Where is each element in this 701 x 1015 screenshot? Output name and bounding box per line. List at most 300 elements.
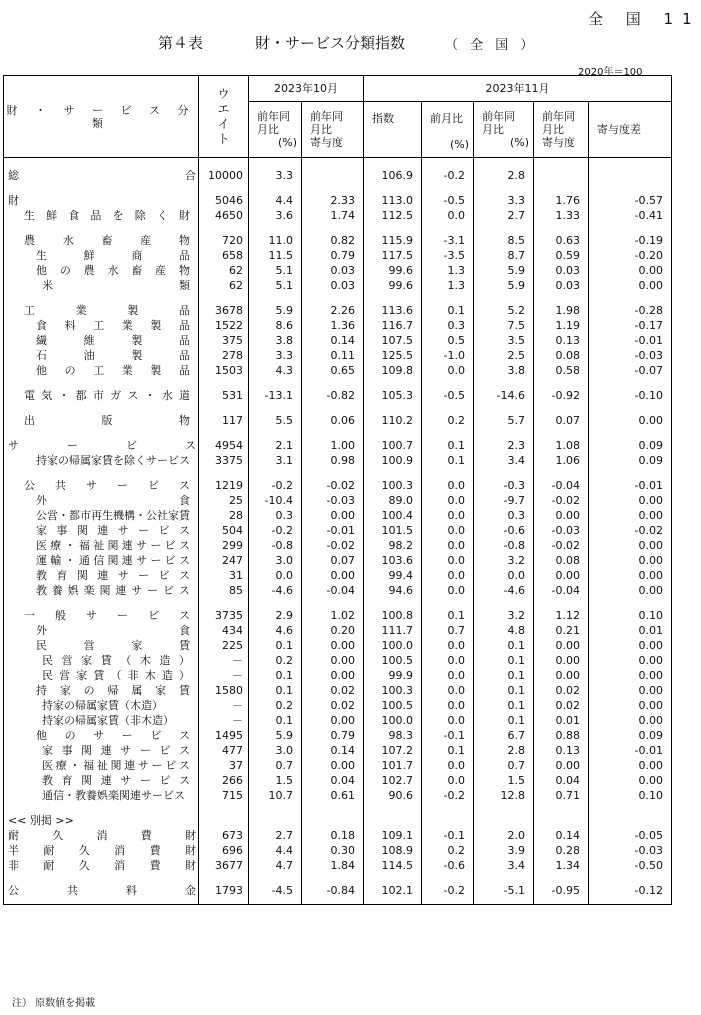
mom-cell: 0.3 [422, 318, 474, 333]
contrib-diff-cell [589, 168, 672, 183]
nov-contrib-cell: 0.03 [534, 263, 589, 278]
mom-cell: 0.7 [422, 623, 474, 638]
region-label: 全 国 11 [588, 10, 701, 28]
oct-contrib-cell: 2.26 [302, 303, 364, 318]
table-row [4, 508, 672, 523]
category-label: 民 営 家 賃 （ 非 木 造 ） [42, 669, 190, 682]
weight-cell: 715 [199, 788, 249, 803]
table-row [4, 843, 672, 858]
index-cell: 111.7 [364, 623, 422, 638]
nov-contrib-cell: 1.19 [534, 318, 589, 333]
nov-contrib-cell [534, 813, 589, 828]
oct-contrib-cell: -0.82 [302, 388, 364, 403]
index-cell: 105.3 [364, 388, 422, 403]
contrib-diff-cell: 0.00 [589, 713, 672, 728]
table-row [4, 653, 672, 668]
oct-yoy-header: 前年同 月比 (%) [249, 102, 302, 158]
index-cell: 99.6 [364, 263, 422, 278]
oct-contrib-cell: -0.84 [302, 883, 364, 898]
weight-cell: 4954 [199, 438, 249, 453]
table-row [4, 363, 672, 378]
index-cell: 100.5 [364, 653, 422, 668]
category-cell [4, 233, 199, 248]
oct-contrib-cell [302, 813, 364, 828]
nov-contrib-cell: 1.76 [534, 193, 589, 208]
contrib-diff-cell: 0.00 [589, 538, 672, 553]
category-label: 持 家 の 帰 属 家 賃 [36, 684, 190, 697]
category-cell [4, 263, 199, 278]
table-row [4, 713, 672, 728]
nov-contrib-cell: 0.00 [534, 568, 589, 583]
nov-contrib-cell: 0.00 [534, 668, 589, 683]
table-row [4, 263, 672, 278]
nov-contrib-cell: 0.08 [534, 348, 589, 363]
base-year-note: 2020年＝100 [578, 67, 643, 78]
table-row [4, 668, 672, 683]
weight-cell: 37 [199, 758, 249, 773]
category-label: 民 営 家 賃 （ 木 造 ） [42, 654, 190, 667]
weight-cell: － [199, 713, 249, 728]
oct-contrib-cell: 0.02 [302, 698, 364, 713]
category-label: 外 食 [36, 624, 190, 637]
oct-yoy-cell: -0.2 [249, 523, 302, 538]
table-row [4, 303, 672, 318]
category-cell [4, 568, 199, 583]
contrib-diff-cell: 0.00 [589, 508, 672, 523]
category-cell [4, 493, 199, 508]
weight-cell: 85 [199, 583, 249, 598]
index-cell: 113.0 [364, 193, 422, 208]
table-row [4, 333, 672, 348]
table-row [4, 858, 672, 873]
index-cell: 109.8 [364, 363, 422, 378]
index-cell: 100.3 [364, 683, 422, 698]
oct-yoy-cell: 10.7 [249, 788, 302, 803]
oct-contrib-cell: 0.00 [302, 668, 364, 683]
index-cell: 100.3 [364, 478, 422, 493]
mom-cell: 0.0 [422, 493, 474, 508]
nov-contrib-header: 前年同 月比 寄与度 [534, 102, 589, 158]
oct-yoy-cell: 11.0 [249, 233, 302, 248]
nov-contrib-cell: 1.33 [534, 208, 589, 223]
table-row [4, 608, 672, 623]
oct-yoy-cell: 4.3 [249, 363, 302, 378]
weight-cell: 720 [199, 233, 249, 248]
oct-yoy-cell: 0.7 [249, 758, 302, 773]
nov-contrib-cell: 0.14 [534, 828, 589, 843]
nov-contrib-cell: 0.63 [534, 233, 589, 248]
oct-yoy-cell: 5.5 [249, 413, 302, 428]
nov-contrib-cell: 0.04 [534, 773, 589, 788]
contrib-diff-cell: -0.02 [589, 523, 672, 538]
contrib-diff-cell: 0.00 [589, 278, 672, 293]
mom-cell: 0.0 [422, 553, 474, 568]
nov-contrib-cell: 0.00 [534, 638, 589, 653]
oct-yoy-cell [249, 813, 302, 828]
oct-yoy-cell: 11.5 [249, 248, 302, 263]
category-label: 他 の サ ー ビ ス [36, 729, 190, 742]
category-cell [4, 758, 199, 773]
oct-contrib-cell: 0.79 [302, 728, 364, 743]
category-label: 公 共 サ ー ビ ス [24, 479, 190, 492]
contrib-diff-cell: -0.01 [589, 333, 672, 348]
index-cell: 102.1 [364, 883, 422, 898]
category-label: 医 療 ・ 福 祉 関 連 サ ー ビ ス [42, 759, 190, 772]
table-row [4, 318, 672, 333]
oct-yoy-cell: 3.0 [249, 743, 302, 758]
category-label: 家 事 関 連 サ ー ビ ス [42, 744, 190, 757]
oct-yoy-cell: -13.1 [249, 388, 302, 403]
nov-yoy-cell: 5.2 [474, 303, 534, 318]
mom-cell: 0.1 [422, 438, 474, 453]
oct-contrib-cell: 2.33 [302, 193, 364, 208]
category-cell [4, 773, 199, 788]
weight-cell: 225 [199, 638, 249, 653]
table-row [4, 478, 672, 493]
oct-yoy-cell: 3.3 [249, 168, 302, 183]
category-cell [4, 478, 199, 493]
contrib-diff-cell: -0.17 [589, 318, 672, 333]
nov-yoy-cell: 0.0 [474, 568, 534, 583]
contrib-diff-cell: -0.50 [589, 858, 672, 873]
category-label: 運 輸 ・ 通 信 関 連 サ ー ビ ス [36, 554, 190, 567]
index-cell: 109.1 [364, 828, 422, 843]
index-cell: 117.5 [364, 248, 422, 263]
category-label: 公営・都市再生機構・公社家賃 [36, 509, 190, 522]
oct-contrib-cell: 0.07 [302, 553, 364, 568]
table-row [4, 538, 672, 553]
category-cell [4, 883, 199, 898]
oct-contrib-cell: 0.00 [302, 758, 364, 773]
oct-contrib-cell: 0.20 [302, 623, 364, 638]
oct-contrib-cell: 0.06 [302, 413, 364, 428]
category-label: 電 気 ・ 都 市 ガ ス ・ 水 道 [24, 389, 190, 402]
table-scope: （ 全 国 ） [445, 38, 538, 53]
category-label: 教 育 関 連 サ ー ビ ス [42, 774, 190, 787]
weight-cell: 1503 [199, 363, 249, 378]
contrib-diff-cell: 0.00 [589, 413, 672, 428]
category-cell [4, 388, 199, 403]
category-label: 半 耐 久 消 費 財 [8, 844, 196, 857]
oct-yoy-cell: 5.1 [249, 278, 302, 293]
weight-cell: 1793 [199, 883, 249, 898]
category-cell [4, 638, 199, 653]
table-row [4, 683, 672, 698]
category-label: 他 の 農 水 畜 産 物 [36, 264, 190, 277]
nov-contrib-cell: 0.00 [534, 758, 589, 773]
weight-header: ウ エ イ ト [199, 76, 249, 158]
weight-cell: 299 [199, 538, 249, 553]
table-row [4, 348, 672, 363]
nov-contrib-cell: 0.03 [534, 278, 589, 293]
category-cell [4, 453, 199, 468]
weight-cell: 117 [199, 413, 249, 428]
index-cell: 99.4 [364, 568, 422, 583]
category-cell [4, 623, 199, 638]
oct-contrib-cell: 0.14 [302, 333, 364, 348]
index-cell: 110.2 [364, 413, 422, 428]
nov-yoy-cell: -14.6 [474, 388, 534, 403]
table-row [4, 583, 672, 598]
nov-contrib-cell: 0.28 [534, 843, 589, 858]
oct-yoy-cell: -4.6 [249, 583, 302, 598]
oct-contrib-cell: 0.30 [302, 843, 364, 858]
mom-cell: -3.1 [422, 233, 474, 248]
nov-contrib-cell: 0.02 [534, 698, 589, 713]
index-cell: 106.9 [364, 168, 422, 183]
oct-yoy-cell: 2.7 [249, 828, 302, 843]
nov-yoy-cell: -5.1 [474, 883, 534, 898]
oct-contrib-cell: 0.04 [302, 773, 364, 788]
oct-yoy-cell: 0.1 [249, 683, 302, 698]
nov-yoy-cell: -4.6 [474, 583, 534, 598]
table-title: 財・サービス分類指数 [255, 34, 406, 52]
table-row [4, 168, 672, 183]
category-label: << 別掲 >> [8, 814, 74, 827]
diff-header: 寄与度差 [589, 102, 672, 158]
index-cell: 102.7 [364, 773, 422, 788]
weight-cell: 62 [199, 263, 249, 278]
index-cell: 100.4 [364, 508, 422, 523]
weight-cell [199, 813, 249, 828]
oct-yoy-cell: 0.0 [249, 568, 302, 583]
oct-contrib-cell: 0.00 [302, 638, 364, 653]
table-row [4, 453, 672, 468]
nov-yoy-cell: 3.4 [474, 858, 534, 873]
contrib-diff-cell: 0.00 [589, 698, 672, 713]
weight-cell: 1495 [199, 728, 249, 743]
oct-yoy-cell: 3.6 [249, 208, 302, 223]
category-cell [4, 813, 199, 828]
index-cell: 98.2 [364, 538, 422, 553]
nov-yoy-cell: 8.7 [474, 248, 534, 263]
oct-contrib-cell: 0.82 [302, 233, 364, 248]
table-row [4, 553, 672, 568]
category-cell [4, 318, 199, 333]
mom-cell: -0.2 [422, 168, 474, 183]
nov-contrib-cell: 0.58 [534, 363, 589, 378]
index-cell: 101.5 [364, 523, 422, 538]
oct-yoy-cell: 1.5 [249, 773, 302, 788]
nov-contrib-cell: 0.13 [534, 743, 589, 758]
category-label: 持家の帰属家賃（木造） [42, 699, 163, 712]
nov-yoy-cell: 2.3 [474, 438, 534, 453]
table-row [4, 883, 672, 898]
nov-yoy-cell: 0.3 [474, 508, 534, 523]
oct-yoy-cell: 4.6 [249, 623, 302, 638]
index-cell: 107.2 [364, 743, 422, 758]
category-cell [4, 698, 199, 713]
oct-contrib-cell: 0.14 [302, 743, 364, 758]
category-cell [4, 608, 199, 623]
oct-yoy-cell: 0.1 [249, 638, 302, 653]
mom-cell: 0.2 [422, 413, 474, 428]
category-cell [4, 193, 199, 208]
index-cell: 113.6 [364, 303, 422, 318]
mom-header: 前月比 (%) [422, 102, 474, 158]
contrib-diff-cell: 0.10 [589, 608, 672, 623]
index-cell: 112.5 [364, 208, 422, 223]
nov-contrib-cell: 0.59 [534, 248, 589, 263]
table-row [4, 208, 672, 223]
weight-cell: 28 [199, 508, 249, 523]
oct-yoy-cell: 0.1 [249, 713, 302, 728]
nov-contrib-cell: 0.01 [534, 713, 589, 728]
contrib-diff-cell: 0.00 [589, 553, 672, 568]
oct-contrib-cell: 1.74 [302, 208, 364, 223]
category-label: 非 耐 久 消 費 財 [8, 859, 196, 872]
weight-cell: 3735 [199, 608, 249, 623]
category-cell [4, 168, 199, 183]
mom-cell: 1.3 [422, 278, 474, 293]
contrib-diff-cell: 0.00 [589, 653, 672, 668]
mom-cell: 0.1 [422, 743, 474, 758]
oct-contrib-cell: 1.02 [302, 608, 364, 623]
table-row [4, 638, 672, 653]
index-cell: 115.9 [364, 233, 422, 248]
nov-yoy-cell: 12.8 [474, 788, 534, 803]
nov-yoy-cell [474, 813, 534, 828]
mom-cell: 0.1 [422, 453, 474, 468]
weight-cell: 434 [199, 623, 249, 638]
category-label: 農 水 畜 産 物 [24, 234, 190, 247]
oct-contrib-cell: 0.79 [302, 248, 364, 263]
nov-contrib-cell: -0.04 [534, 478, 589, 493]
nov-yoy-cell: 0.1 [474, 668, 534, 683]
nov-contrib-cell: 1.34 [534, 858, 589, 873]
category-label: 教 育 関 連 サ ー ビ ス [36, 569, 190, 582]
weight-cell: 504 [199, 523, 249, 538]
contrib-diff-cell: 0.00 [589, 493, 672, 508]
oct-contrib-cell: 1.84 [302, 858, 364, 873]
weight-cell: 696 [199, 843, 249, 858]
oct-yoy-cell: 3.3 [249, 348, 302, 363]
category-cell [4, 713, 199, 728]
nov-contrib-cell: -0.03 [534, 523, 589, 538]
nov-contrib-cell: -0.95 [534, 883, 589, 898]
weight-cell: 247 [199, 553, 249, 568]
category-cell [4, 523, 199, 538]
contrib-diff-cell: -0.03 [589, 843, 672, 858]
weight-cell: － [199, 698, 249, 713]
contrib-diff-cell: 0.00 [589, 758, 672, 773]
mom-cell: -0.5 [422, 193, 474, 208]
mom-cell: 0.0 [422, 523, 474, 538]
category-label: 総 合 [8, 169, 196, 182]
mom-cell: 0.0 [422, 363, 474, 378]
contrib-diff-cell: 0.01 [589, 623, 672, 638]
contrib-diff-cell: 0.09 [589, 453, 672, 468]
nov-yoy-cell: 1.5 [474, 773, 534, 788]
mom-cell: 0.0 [422, 538, 474, 553]
oct-yoy-cell: 2.1 [249, 438, 302, 453]
category-cell [4, 653, 199, 668]
oct-yoy-cell: -0.2 [249, 478, 302, 493]
table-row [4, 193, 672, 208]
oct-yoy-cell: 2.9 [249, 608, 302, 623]
nov-header: 2023年11月 [364, 76, 672, 102]
oct-contrib-cell: 0.11 [302, 348, 364, 363]
weight-cell: 3677 [199, 858, 249, 873]
category-label: 食 料 工 業 製 品 [36, 319, 190, 332]
category-cell [4, 438, 199, 453]
oct-contrib-cell: -0.04 [302, 583, 364, 598]
table-number: 第４表 [158, 34, 204, 52]
mom-cell: -0.1 [422, 728, 474, 743]
contrib-diff-cell: 0.00 [589, 568, 672, 583]
oct-yoy-cell: 5.1 [249, 263, 302, 278]
index-cell: 107.5 [364, 333, 422, 348]
mom-cell: -0.6 [422, 858, 474, 873]
mom-cell: 0.0 [422, 773, 474, 788]
mom-cell: 1.3 [422, 263, 474, 278]
contrib-diff-cell: -0.01 [589, 743, 672, 758]
oct-yoy-cell: -4.5 [249, 883, 302, 898]
contrib-diff-cell: -0.07 [589, 363, 672, 378]
weight-cell: 477 [199, 743, 249, 758]
nov-yoy-cell: 3.8 [474, 363, 534, 378]
oct-contrib-cell: 0.00 [302, 508, 364, 523]
mom-cell: 0.0 [422, 698, 474, 713]
category-cell [4, 668, 199, 683]
contrib-diff-cell: -0.12 [589, 883, 672, 898]
mom-cell: 0.0 [422, 478, 474, 493]
nov-contrib-cell: 1.08 [534, 438, 589, 453]
oct-contrib-cell: 0.98 [302, 453, 364, 468]
weight-cell: 375 [199, 333, 249, 348]
category-label: 公 共 料 金 [8, 884, 196, 897]
index-cell: 100.0 [364, 713, 422, 728]
weight-cell: 25 [199, 493, 249, 508]
index-cell: 125.5 [364, 348, 422, 363]
category-cell [4, 858, 199, 873]
nov-yoy-cell: 3.9 [474, 843, 534, 858]
nov-contrib-cell: -0.92 [534, 388, 589, 403]
nov-contrib-cell: 0.13 [534, 333, 589, 348]
mom-cell: 0.0 [422, 208, 474, 223]
oct-contrib-cell: -0.01 [302, 523, 364, 538]
index-cell: 100.9 [364, 453, 422, 468]
weight-cell: 3678 [199, 303, 249, 318]
nov-contrib-cell: 0.00 [534, 653, 589, 668]
category-label: 石 油 製 品 [36, 349, 190, 362]
table-row [4, 413, 672, 428]
oct-contrib-cell: 1.36 [302, 318, 364, 333]
category-label: 耐 久 消 費 財 [8, 829, 196, 842]
mom-cell: 0.0 [422, 653, 474, 668]
weight-cell: 4650 [199, 208, 249, 223]
nov-yoy-header: 前年同 月比 (%) [474, 102, 534, 158]
category-label: 工 業 製 品 [24, 304, 190, 317]
nov-contrib-cell: 1.12 [534, 608, 589, 623]
index-cell: 103.6 [364, 553, 422, 568]
contrib-diff-cell: 0.00 [589, 683, 672, 698]
category-label: 医 療 ・ 福 祉 関 連 サ ー ビ ス [36, 539, 190, 552]
contrib-diff-cell: -0.41 [589, 208, 672, 223]
category-cell [4, 248, 199, 263]
category-label: 家 事 関 連 サ ー ビ ス [36, 524, 190, 537]
index-cell: 100.0 [364, 638, 422, 653]
weight-cell: 658 [199, 248, 249, 263]
category-cell [4, 828, 199, 843]
weight-cell: － [199, 653, 249, 668]
category-cell [4, 333, 199, 348]
nov-yoy-cell: 2.8 [474, 743, 534, 758]
nov-contrib-cell: -0.04 [534, 583, 589, 598]
oct-yoy-cell: 4.4 [249, 193, 302, 208]
nov-yoy-cell: 5.7 [474, 413, 534, 428]
nov-contrib-cell: 0.88 [534, 728, 589, 743]
